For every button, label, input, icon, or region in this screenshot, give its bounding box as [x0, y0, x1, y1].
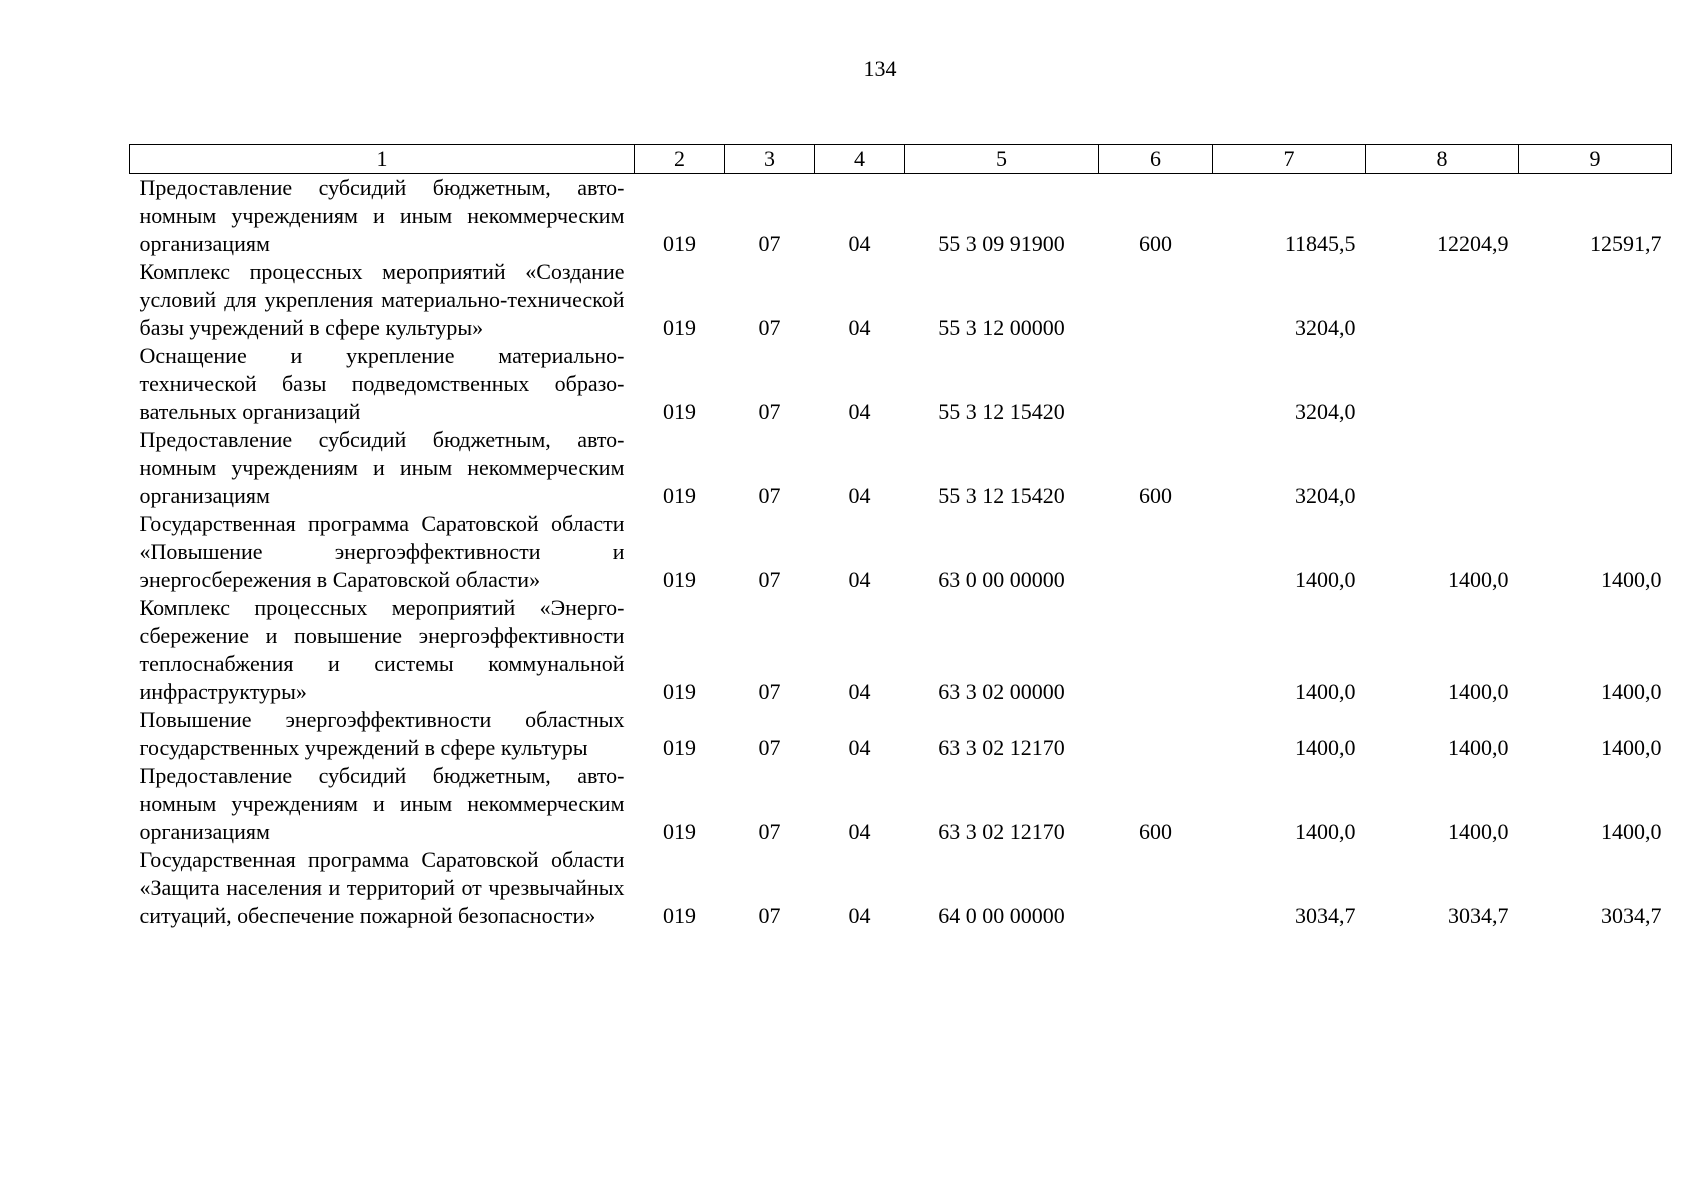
cell-amount-col9: [1519, 426, 1672, 510]
cell-section: 07: [758, 483, 781, 508]
cell-subsection: 04: [848, 315, 871, 340]
cell-section: 07: [758, 735, 781, 760]
cell-ministry: 019: [663, 735, 696, 760]
row-name: Оснащение и укрепление материально-технической базы подведомственных образовательных организаций: [139, 343, 625, 424]
cell-amount-col7: 3204,0: [1295, 483, 1356, 508]
cell-subsection: 04: [848, 483, 871, 508]
cell-amount-col8: [1366, 342, 1519, 426]
cell-expense-type: [1099, 342, 1213, 426]
page-number: 134: [863, 56, 897, 81]
column-header: 8: [1366, 145, 1519, 174]
cell-ministry: 019: [663, 819, 696, 844]
table-header-row: [130, 145, 1672, 174]
cell-expense-type: [1099, 706, 1213, 762]
table-row: [130, 342, 1672, 426]
cell-expense-type: [1099, 846, 1213, 930]
table-row: [130, 426, 1672, 510]
cell-amount-col9: 1400,0: [1601, 679, 1662, 704]
cell-amount-col7: 3204,0: [1295, 399, 1356, 424]
cell-target-article: 63 3 02 12170: [938, 819, 1065, 844]
column-header: 6: [1099, 145, 1213, 174]
row-name: Предоставление субсидий бюджетным, автономным учреждениям и иным некоммерческим организациям: [139, 763, 625, 844]
table-row: [130, 510, 1672, 594]
cell-subsection: 04: [848, 567, 871, 592]
cell-subsection: 04: [848, 231, 871, 256]
cell-subsection: 04: [848, 819, 871, 844]
cell-ministry: 019: [663, 567, 696, 592]
cell-amount-col8: 1400,0: [1448, 679, 1509, 704]
cell-target-article: 63 3 02 12170: [938, 735, 1065, 760]
cell-amount-col7: 1400,0: [1295, 819, 1356, 844]
row-name: Комплекс процессных мероприятий «Создание условий для укрепления материально-технической базы учреждений в сфере культуры»: [139, 259, 625, 340]
cell-ministry: 019: [663, 903, 696, 928]
budget-table: [129, 144, 1672, 930]
row-name: Государственная программа Саратовской области «Повышение энергоэффективности и энергосбережения в Саратовской области»: [139, 511, 625, 592]
cell-expense-type: 600: [1139, 231, 1172, 256]
cell-amount-col7: 1400,0: [1295, 567, 1356, 592]
cell-target-article: 55 3 12 15420: [938, 483, 1065, 508]
column-header: 7: [1213, 145, 1366, 174]
cell-subsection: 04: [848, 735, 871, 760]
cell-amount-col9: [1519, 342, 1672, 426]
cell-target-article: 55 3 09 91900: [938, 231, 1065, 256]
table-row: [130, 762, 1672, 846]
cell-amount-col9: [1519, 258, 1672, 342]
cell-amount-col7: 11845,5: [1284, 231, 1356, 256]
cell-target-article: 55 3 12 15420: [938, 399, 1065, 424]
row-name: Предоставление субсидий бюджетным, автономным учреждениям и иным некоммерческим организациям: [139, 175, 625, 256]
row-name: Повышение энергоэффективности областных государственных учреждений в сфере культуры: [139, 707, 625, 760]
table-body: [130, 174, 1672, 931]
cell-amount-col8: 12204,9: [1437, 231, 1509, 256]
cell-amount-col9: 1400,0: [1601, 735, 1662, 760]
cell-section: 07: [758, 567, 781, 592]
cell-ministry: 019: [663, 315, 696, 340]
cell-subsection: 04: [848, 399, 871, 424]
cell-ministry: 019: [663, 483, 696, 508]
cell-amount-col7: 3034,7: [1295, 903, 1356, 928]
cell-section: 07: [758, 315, 781, 340]
table-row: [130, 174, 1672, 259]
cell-ministry: 019: [663, 231, 696, 256]
cell-target-article: 63 3 02 00000: [938, 679, 1065, 704]
cell-amount-col7: 1400,0: [1295, 679, 1356, 704]
cell-subsection: 04: [848, 903, 871, 928]
cell-expense-type: [1099, 510, 1213, 594]
cell-ministry: 019: [663, 399, 696, 424]
cell-section: 07: [758, 231, 781, 256]
cell-section: 07: [758, 903, 781, 928]
cell-amount-col8: 1400,0: [1448, 819, 1509, 844]
cell-amount-col8: [1366, 426, 1519, 510]
column-header: 5: [905, 145, 1099, 174]
cell-amount-col8: 3034,7: [1448, 903, 1509, 928]
table-row: [130, 594, 1672, 706]
cell-amount-col9: 3034,7: [1601, 903, 1662, 928]
cell-ministry: 019: [663, 679, 696, 704]
column-header: 9: [1519, 145, 1672, 174]
cell-amount-col8: 1400,0: [1448, 567, 1509, 592]
table-row: [130, 846, 1672, 930]
cell-expense-type: 600: [1139, 819, 1172, 844]
row-name: Предоставление субсидий бюджетным, автономным учреждениям и иным некоммерческим организациям: [139, 427, 625, 508]
column-header: 1: [130, 145, 635, 174]
table-row: [130, 706, 1672, 762]
column-header: 4: [815, 145, 905, 174]
cell-section: 07: [758, 819, 781, 844]
cell-amount-col9: 12591,7: [1590, 231, 1662, 256]
row-name: Комплекс процессных мероприятий «Энергосбережение и повышение энергоэффективности теплоснабжения и системы коммунальной инфраструктуры»: [139, 595, 625, 704]
cell-section: 07: [758, 679, 781, 704]
cell-amount-col7: 1400,0: [1295, 735, 1356, 760]
cell-target-article: 63 0 00 00000: [938, 567, 1065, 592]
table-row: [130, 258, 1672, 342]
cell-amount-col7: 3204,0: [1295, 315, 1356, 340]
column-header: 3: [725, 145, 815, 174]
cell-amount-col9: 1400,0: [1601, 819, 1662, 844]
cell-expense-type: 600: [1139, 483, 1172, 508]
cell-amount-col9: 1400,0: [1601, 567, 1662, 592]
cell-target-article: 64 0 00 00000: [938, 903, 1065, 928]
cell-amount-col8: [1366, 258, 1519, 342]
cell-expense-type: [1099, 258, 1213, 342]
cell-target-article: 55 3 12 00000: [938, 315, 1065, 340]
cell-expense-type: [1099, 594, 1213, 706]
row-name: Государственная программа Саратовской области «Защита населения и территорий от чрезвычайных ситуаций, обеспечение пожарной безопасности»: [139, 847, 625, 928]
cell-amount-col8: 1400,0: [1448, 735, 1509, 760]
column-header: 2: [635, 145, 725, 174]
cell-subsection: 04: [848, 679, 871, 704]
cell-section: 07: [758, 399, 781, 424]
